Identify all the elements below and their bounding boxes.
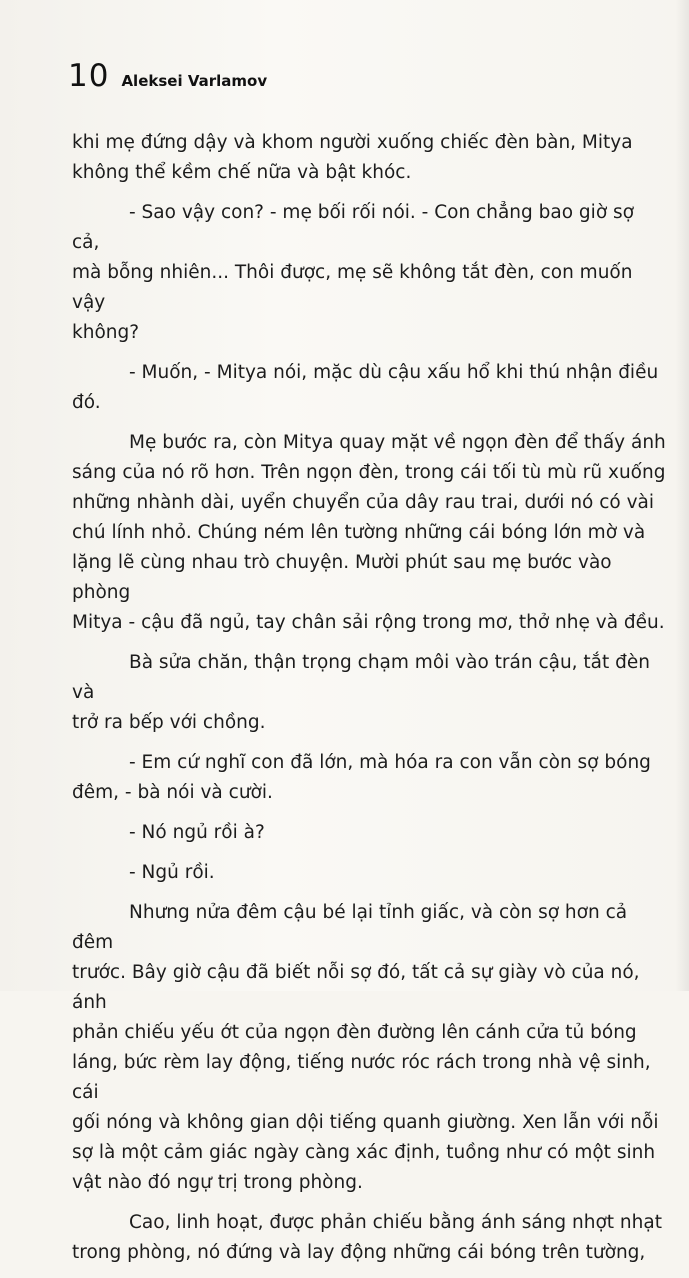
paragraph	[72, 818, 667, 848]
text-line: - Nó ngủ rồi à?	[129, 822, 265, 843]
text-line: - Ngủ rồi.	[129, 862, 215, 883]
text-line: vật nào đó ngự trị trong phòng.	[72, 1172, 363, 1193]
text-line: sợ là một cảm giác ngày càng xác định, tuồng như có một sinh	[72, 1142, 656, 1163]
text-line: - Muốn, - Mitya nói, mặc dù cậu xấu hổ khi thú nhận điều đó.	[72, 362, 659, 413]
text-line: láng, bức rèm lay động, tiếng nước róc rách trong nhà vệ sinh, cái	[72, 1052, 651, 1103]
paragraph	[72, 898, 667, 1198]
text-line: sáng của nó rõ hơn. Trên ngọn đèn, trong cái tối tù mù rũ xuống	[72, 462, 666, 483]
text-line: không?	[72, 322, 140, 343]
text-line: trở ra bếp với chồng.	[72, 712, 266, 733]
paragraph	[72, 648, 667, 738]
text-line: những nhành dài, uyển chuyển của dây rau trai, dưới nó có vài	[72, 492, 655, 513]
page-edge-shadow	[675, 0, 689, 991]
text-line: Bà sửa chăn, thận trọng chạm môi vào trán cậu, tắt đèn và	[72, 652, 651, 703]
text-line: trong phòng, nó đứng và lay động những cái bóng trên tường,	[72, 1242, 646, 1263]
author-running-head: Aleksei Varlamov	[121, 72, 268, 90]
text-line: Cao, linh hoạt, được phản chiếu bằng ánh sáng nhợt nhạt	[129, 1212, 662, 1233]
text-line: đêm, - bà nói và cười.	[72, 782, 273, 803]
text-line: không thể kềm chế nữa và bật khóc.	[72, 162, 412, 183]
text-line: trước. Bây giờ cậu đã biết nỗi sợ đó, tất cả sự giày vò của nó, ánh	[72, 962, 640, 1013]
text-line: lặng lẽ cùng nhau trò chuyện. Mười phút sau mẹ bước vào phòng	[72, 552, 612, 603]
body-text	[72, 128, 667, 1278]
paragraph	[72, 428, 667, 638]
paragraph	[72, 748, 667, 808]
text-line: - Sao vậy con? - mẹ bối rối nói. - Con chẳng bao giờ sợ cả,	[72, 202, 634, 253]
text-line: phản chiếu yếu ớt của ngọn đèn đường lên cánh cửa tủ bóng	[72, 1022, 637, 1043]
text-line: Mitya - cậu đã ngủ, tay chân sải rộng trong mơ, thở nhẹ và đều.	[72, 612, 665, 633]
page-number: 10	[68, 58, 110, 94]
page-header	[68, 58, 267, 94]
text-line: gối nóng và không gian dội tiếng quanh giường. Xen lẫn với nỗi	[72, 1112, 659, 1133]
text-line: Nhưng nửa đêm cậu bé lại tỉnh giấc, và còn sợ hơn cả đêm	[72, 902, 628, 953]
paragraph	[72, 858, 667, 888]
text-line: - Em cứ nghĩ con đã lớn, mà hóa ra con vẫn còn sợ bóng	[129, 752, 651, 773]
text-line: khi mẹ đứng dậy và khom người xuống chiếc đèn bàn, Mitya	[72, 132, 633, 153]
text-line: mà bỗng nhiên... Thôi được, mẹ sẽ không tắt đèn, con muốn vậy	[72, 262, 633, 313]
paragraph	[72, 358, 667, 418]
paragraph	[72, 198, 667, 348]
text-line: chú lính nhỏ. Chúng ném lên tường những cái bóng lớn mờ và	[72, 522, 646, 543]
paragraph	[72, 128, 667, 188]
text-line: Mẹ bước ra, còn Mitya quay mặt về ngọn đèn để thấy ánh	[129, 432, 666, 453]
paragraph	[72, 1208, 667, 1268]
